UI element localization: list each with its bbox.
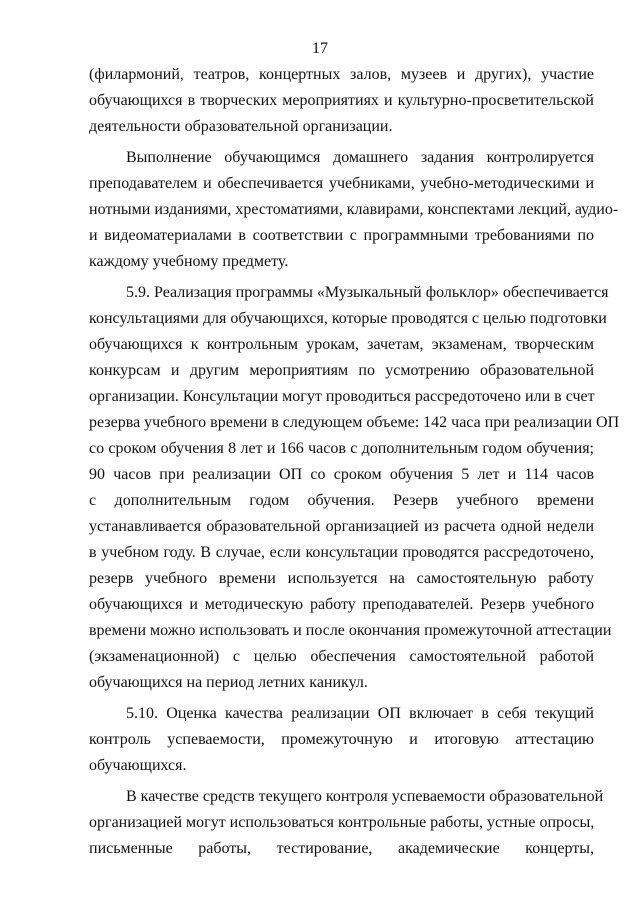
text-line: 5.9. Реализация программы «Музыкальный фольклор» обеспечивается [126, 284, 609, 301]
page-number: 17 [312, 40, 328, 57]
text-line: контроль успеваемости, промежуточную и итоговую аттестацию [89, 731, 594, 748]
text-line: организацией могут использоваться контрольные работы, устные опросы, [89, 814, 595, 831]
text-line: и видеоматериалами в соответствии с программными требованиями по [89, 227, 594, 244]
text-line: резерва учебного времени в следующем объеме: 142 часа при реализации ОП [89, 414, 620, 431]
text-line: резерв учебного времени используется на самостоятельную работу [89, 570, 594, 587]
text-line: обучающихся на период летних каникул. [89, 674, 368, 691]
text-line: в учебном году. В случае, если консультации проводятся рассредоточено, [89, 544, 594, 561]
text-line: деятельности образовательной организации. [89, 118, 393, 135]
document-body [89, 62, 620, 867]
text-line: преподавателем и обеспечивается учебниками, учебно-методическими и [89, 175, 594, 192]
paragraph [89, 145, 619, 275]
text-line: с дополнительным годом обучения. Резерв учебного времени [89, 492, 594, 509]
text-line: 5.10. Оценка качества реализации ОП включает в себя текущий [126, 705, 594, 722]
paragraph [89, 280, 620, 696]
text-line: конкурсам и другим мероприятиям по усмотрению образовательной [89, 362, 594, 379]
text-line: обучающихся. [89, 757, 187, 774]
text-line: организации. Консультации могут проводиться рассредоточено или в счет [89, 388, 595, 405]
paragraph [89, 701, 594, 779]
text-line: консультациями для обучающихся, которые проводятся с целью подготовки [89, 310, 607, 327]
text-line: обучающихся и методическую работу преподавателей. Резерв учебного [89, 596, 594, 613]
text-line: устанавливается образовательной организацией из расчета одной недели [89, 518, 594, 535]
text-line: Выполнение обучающимся домашнего задания контролируется [126, 149, 594, 166]
text-line: обучающихся к контрольным урокам, зачетам, экзаменам, творческим [89, 336, 594, 353]
paragraph [89, 62, 594, 140]
text-line: письменные работы, тестирование, академические концерты, [89, 840, 594, 857]
text-line: (экзаменационной) с целью обеспечения самостоятельной работой [89, 648, 594, 665]
paragraph [89, 784, 604, 862]
text-line: В качестве средств текущего контроля успеваемости образовательной [126, 788, 604, 805]
text-line: 90 часов при реализации ОП со сроком обучения 5 лет и 114 часов [89, 466, 594, 483]
text-line: обучающихся в творческих мероприятиях и культурно-просветительской [89, 92, 594, 109]
text-line: времени можно использовать и после окончания промежуточной аттестации [89, 622, 612, 639]
text-line: каждому учебному предмету. [89, 253, 289, 270]
text-line: нотными изданиями, хрестоматиями, клавирами, конспектами лекций, аудио- [89, 201, 619, 218]
text-line: (филармоний, театров, концертных залов, музеев и других), участие [89, 66, 594, 83]
text-line: со сроком обучения 8 лет и 166 часов с дополнительным годом обучения; [89, 440, 594, 457]
